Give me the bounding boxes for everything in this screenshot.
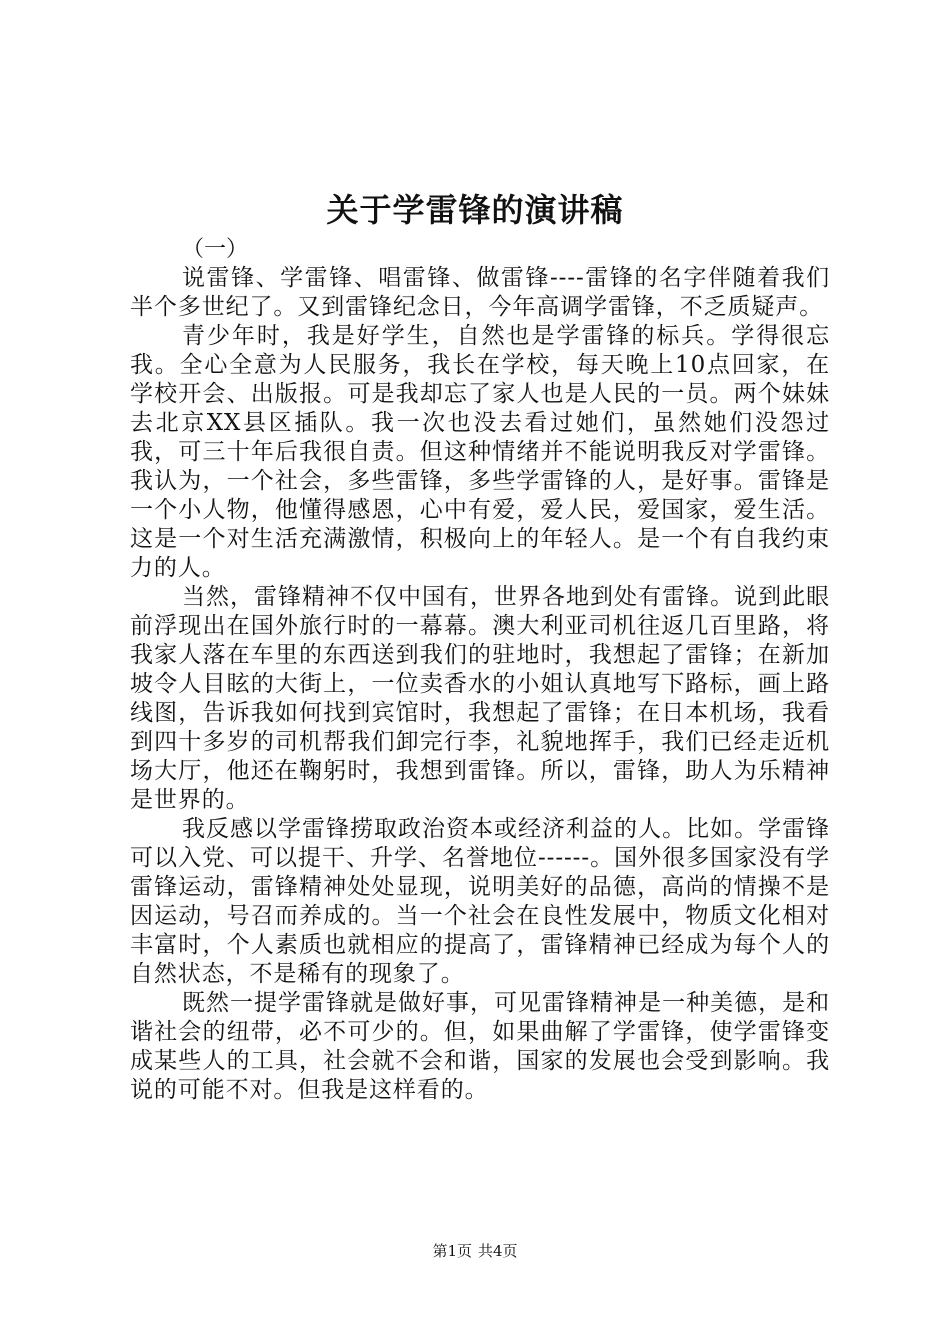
paragraph-3: 当然，雷锋精神不仅中国有，世界各地到处有雷锋。说到此眼前浮现出在国外旅行时的一幕幕。澳大利亚司机往返几百里路，将我家人落在车里的东西送到我们的驻地时，我想起了雷锋；在新加坡令人目眩的大街上，一位卖香水的小姐认真地写下路标，画上路线图，告诉我如何找到宾馆时，我想起了雷锋；在日本机场，我看到四十多岁的司机帮我们卸完行李，礼貌地挥手，我们已经走近机场大厅，他还在鞠躬时，我想到雷锋。所以，雷锋，助人为乐精神是世界的。 — [130, 584, 830, 813]
paragraph-2: 青少年时，我是好学生，自然也是学雷锋的标兵。学得很忘我。全心全意为人民服务，我长在学校，每天晚上10点回家，在学校开会、出版报。可是我却忘了家人也是人民的一员。两个妹妹去北京XX县区插队。我一次也没去看过她们，虽然她们没怨过我，可三十年后我很自责。但这种情绪并不能说明我反对学雷锋。我认为，一个社会，多些雷锋，多些学雷锋的人，是好事。雷锋是一个小人物，他懂得感恩，心中有爱，爱人民，爱国家，爱生活。这是一个对生活充满激情，积极向上的年轻人。是一个有自我约束力的人。 — [130, 323, 830, 581]
document-body — [130, 235, 830, 1105]
page-number-current: 第1页 — [432, 1242, 472, 1260]
page-number-total: 共4页 — [478, 1242, 518, 1260]
section-label: （一） — [182, 237, 249, 262]
page-footer — [0, 1241, 950, 1261]
paragraph-5: 既然一提学雷锋就是做好事，可见雷锋精神是一种美德，是和谐社会的纽带，必不可少的。但，如果曲解了学雷锋，使学雷锋变成某些人的工具，社会就不会和谐，国家的发展也会受到影响。我说的可能不对。但我是这样看的。 — [130, 990, 830, 1103]
paragraph-1: 说雷锋、学雷锋、唱雷锋、做雷锋----雷锋的名字伴随着我们半个多世纪了。又到雷锋纪念日，今年高调学雷锋，不乏质疑声。 — [130, 265, 830, 320]
document-title: 关于学雷锋的演讲稿 — [326, 191, 624, 229]
paragraph-4: 我反感以学雷锋捞取政治资本或经济利益的人。比如。学雷锋可以入党、可以提干、升学、名誉地位------。国外很多国家没有学雷锋运动，雷锋精神处处显现，说明美好的品德，高尚的情操不是因运动，号召而养成的。当一个社会在良性发展中，物质文化相对丰富时，个人素质也就相应的提高了，雷锋精神已经成为每个人的自然状态，不是稀有的现象了。 — [130, 816, 830, 987]
